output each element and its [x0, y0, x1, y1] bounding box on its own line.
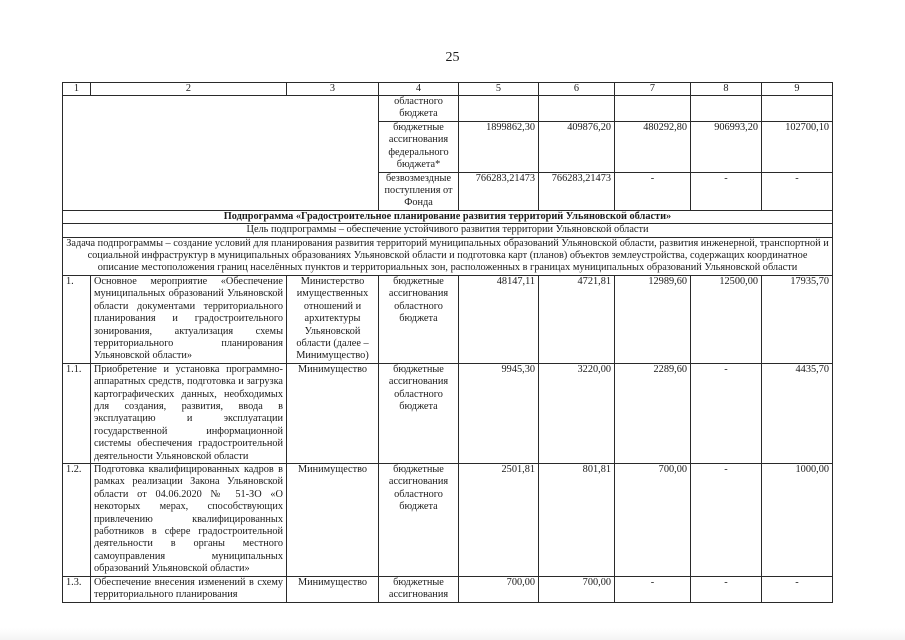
- value-cell: 2501,81: [459, 463, 539, 576]
- page-number: 25: [445, 50, 460, 65]
- row-number: 1.2.: [63, 463, 91, 576]
- value-cell: 801,81: [539, 463, 615, 576]
- value-cell: 409876,20: [539, 122, 615, 173]
- column-number: 7: [615, 83, 691, 96]
- funding-source: областного бюджета: [379, 96, 459, 122]
- funding-source: безвозмездные поступления от Фонда: [379, 172, 459, 210]
- value-cell: 700,00: [459, 576, 539, 602]
- measure-name: Приобретение и установка программно-аппаратных средств, подготовка и загрузка картографических данных, необходимых для создания, развития, ввода в эксплуатацию и эксплуатации государственной информационной системы обеспечения градостроительной деятельности Ульяновской области: [91, 363, 287, 463]
- value-cell: [691, 96, 762, 122]
- value-cell: [615, 96, 691, 122]
- value-cell: [762, 96, 833, 122]
- subprogram-task: Задача подпрограммы – создание условий для планирования развития территорий муниципальных образований Ульяновской области, развития инженерной, транспортной и социальной инфраструктур в муниципальных образованиях Ульяновской области и подготовка карт (планов) объектов землеустройства, содержащих координатное описание местоположения границ населённых пунктов и территориальных зон, расположенных в границах муниципальных образований Ульяновской области: [63, 237, 833, 275]
- value-cell: 12500,00: [691, 275, 762, 363]
- column-number: 5: [459, 83, 539, 96]
- measure-name: Подготовка квалифицированных кадров в рамках реализации Закона Ульяновской области от 04.06.2020 № 51-ЗО «О некоторых мерах, способствующих привлечению квалифицированных работников в сфере градостроительной деятельности в органы местного самоуправления муниципальных образований Ульяновской области»: [91, 463, 287, 576]
- column-number: 6: [539, 83, 615, 96]
- value-cell: 17935,70: [762, 275, 833, 363]
- value-cell: 766283,21473: [539, 172, 615, 210]
- scan-edge: [0, 628, 905, 640]
- column-number-row: [63, 83, 833, 96]
- value-cell: 2289,60: [615, 363, 691, 463]
- value-cell: -: [691, 576, 762, 602]
- value-cell: 9945,30: [459, 363, 539, 463]
- subprogram-goal: Цель подпрограммы – обеспечение устойчивого развития территории Ульяновской области: [63, 224, 833, 237]
- value-cell: 12989,60: [615, 275, 691, 363]
- funding-source: бюджетные ассигнования областного бюджета: [379, 275, 459, 363]
- column-number: 8: [691, 83, 762, 96]
- value-cell: [539, 96, 615, 122]
- row-number: 1.3.: [63, 576, 91, 602]
- measure-name: Основное мероприятие «Обеспечение муниципальных образований Ульяновской области документами территориального планирования и градостроительного зонирования, актуализация схемы территориального планирования Ульяновской области»: [91, 275, 287, 363]
- funding-source: бюджетные ассигнования областного бюджета: [379, 463, 459, 576]
- funding-source: бюджетные ассигнования: [379, 576, 459, 602]
- value-cell: 700,00: [615, 463, 691, 576]
- value-cell: -: [615, 172, 691, 210]
- goal-row: [63, 224, 833, 237]
- column-number: 4: [379, 83, 459, 96]
- subprogram-title-row: [63, 210, 833, 223]
- value-cell: 766283,21473: [459, 172, 539, 210]
- funding-source: бюджетные ассигнования федерального бюджета*: [379, 122, 459, 173]
- value-cell: -: [615, 576, 691, 602]
- task-row: [63, 237, 833, 275]
- measure-name: Обеспечение внесения изменений в схему территориального планирования: [91, 576, 287, 602]
- row-number: 1.1.: [63, 363, 91, 463]
- table-row: [63, 576, 833, 602]
- funding-source: бюджетные ассигнования областного бюджета: [379, 363, 459, 463]
- column-number: 1: [63, 83, 91, 96]
- value-cell: -: [691, 463, 762, 576]
- value-cell: 480292,80: [615, 122, 691, 173]
- value-cell: 906993,20: [691, 122, 762, 173]
- column-number: 3: [287, 83, 379, 96]
- subprogram-title: Подпрограмма «Градостроительное планирование развития территорий Ульяновской области»: [63, 210, 833, 223]
- value-cell: 48147,11: [459, 275, 539, 363]
- empty-merged-cell: [63, 96, 379, 211]
- executor: Минимущество: [287, 576, 379, 602]
- executor: Минимущество: [287, 363, 379, 463]
- program-table: [62, 82, 833, 603]
- table-row: [63, 463, 833, 576]
- value-cell: 1899862,30: [459, 122, 539, 173]
- value-cell: 1000,00: [762, 463, 833, 576]
- executor: Минимущество: [287, 463, 379, 576]
- value-cell: 4435,70: [762, 363, 833, 463]
- table-row: [63, 275, 833, 363]
- value-cell: -: [691, 172, 762, 210]
- row-number: 1.: [63, 275, 91, 363]
- value-cell: 700,00: [539, 576, 615, 602]
- value-cell: -: [691, 363, 762, 463]
- value-cell: 102700,10: [762, 122, 833, 173]
- value-cell: [459, 96, 539, 122]
- executor: Министерство имущественных отношений и архитектуры Ульяновской области (далее – Минимущество): [287, 275, 379, 363]
- value-cell: 3220,00: [539, 363, 615, 463]
- value-cell: -: [762, 576, 833, 602]
- column-number: 2: [91, 83, 287, 96]
- value-cell: -: [762, 172, 833, 210]
- table-row: [63, 96, 833, 122]
- value-cell: 4721,81: [539, 275, 615, 363]
- column-number: 9: [762, 83, 833, 96]
- table-row: [63, 363, 833, 463]
